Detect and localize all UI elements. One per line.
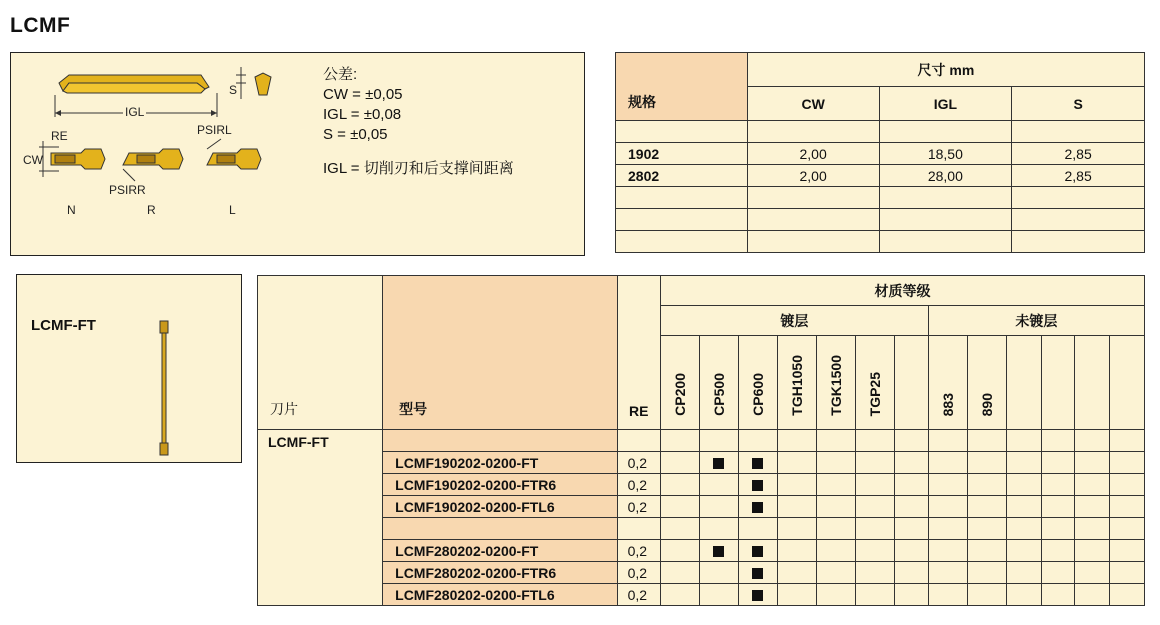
label-re: RE bbox=[51, 129, 68, 143]
size-cell bbox=[616, 231, 748, 253]
label-n: N bbox=[67, 203, 76, 217]
grade-availability-cell bbox=[699, 496, 738, 518]
s-cell bbox=[1012, 231, 1145, 253]
grade-availability-cell bbox=[928, 562, 967, 584]
grade-availability-cell bbox=[928, 496, 967, 518]
grade-availability-cell bbox=[660, 540, 699, 562]
grade-availability-cell bbox=[660, 430, 699, 452]
dimension-row bbox=[616, 187, 1145, 209]
grade-availability-cell bbox=[1041, 540, 1075, 562]
igl-cell bbox=[879, 231, 1012, 253]
grade-availability-cell bbox=[1041, 496, 1075, 518]
s-cell bbox=[1012, 121, 1145, 143]
grade-availability-cell bbox=[967, 430, 1006, 452]
grade-availability-cell bbox=[1006, 584, 1041, 606]
grade-availability-cell bbox=[699, 474, 738, 496]
grade-availability-cell bbox=[816, 496, 855, 518]
label-r: R bbox=[147, 203, 156, 217]
grade-availability-cell bbox=[894, 540, 928, 562]
grade-name: 883 bbox=[939, 392, 956, 416]
grade-availability-cell bbox=[1075, 430, 1110, 452]
label-s: S bbox=[229, 83, 238, 97]
dimension-row bbox=[616, 121, 1145, 143]
table-row bbox=[258, 562, 1145, 584]
available-square-icon bbox=[752, 568, 763, 579]
model-cell: LCMF190202-0200-FT bbox=[383, 452, 617, 474]
grade-availability-cell bbox=[928, 474, 967, 496]
grade-availability-cell bbox=[1075, 518, 1110, 540]
grade-column-header bbox=[660, 336, 699, 430]
grade-availability-cell bbox=[1006, 474, 1041, 496]
s-cell: 2,85 bbox=[1012, 165, 1145, 187]
grade-column-header bbox=[894, 336, 928, 430]
igl-cell: 18,50 bbox=[879, 143, 1012, 165]
grade-availability-cell bbox=[816, 430, 855, 452]
available-square-icon bbox=[752, 458, 763, 469]
grade-availability-cell bbox=[967, 540, 1006, 562]
label-psirl: PSIRL bbox=[197, 123, 232, 137]
grade-availability-cell bbox=[816, 584, 855, 606]
insert-panel-label: LCMF-FT bbox=[31, 317, 96, 334]
grade-availability-cell bbox=[894, 584, 928, 606]
grade-availability-cell bbox=[967, 584, 1006, 606]
grade-availability-cell bbox=[1075, 562, 1110, 584]
model-cell: LCMF280202-0200-FT bbox=[383, 540, 617, 562]
grade-availability-cell bbox=[967, 518, 1006, 540]
grade-availability-cell bbox=[1075, 452, 1110, 474]
grade-column-header bbox=[699, 336, 738, 430]
grade-availability-cell bbox=[1075, 584, 1110, 606]
grade-availability-cell bbox=[894, 430, 928, 452]
model-col-label: 型号 bbox=[399, 401, 428, 417]
grade-availability-cell bbox=[1006, 518, 1041, 540]
insert-r-icon bbox=[123, 149, 183, 181]
grade-availability-cell bbox=[1041, 562, 1075, 584]
grade-availability-cell bbox=[1110, 562, 1145, 584]
grade-availability-cell bbox=[967, 452, 1006, 474]
grade-availability-cell bbox=[1075, 540, 1110, 562]
igl-cell bbox=[879, 209, 1012, 231]
available-square-icon bbox=[752, 480, 763, 491]
grade-name: CP600 bbox=[749, 373, 766, 416]
grade-availability-cell bbox=[699, 452, 738, 474]
grade-availability-cell bbox=[894, 474, 928, 496]
grade-availability-cell bbox=[894, 518, 928, 540]
tolerance-cw: CW = ±0,05 bbox=[323, 86, 403, 103]
grade-availability-cell bbox=[1006, 496, 1041, 518]
grade-availability-cell bbox=[777, 518, 816, 540]
grade-availability-cell bbox=[1041, 474, 1075, 496]
grade-name: 890 bbox=[978, 392, 995, 416]
table-row bbox=[258, 452, 1145, 474]
insert-col-label: 刀片 bbox=[270, 401, 298, 417]
grade-column-header bbox=[855, 336, 894, 430]
re-cell: 0,2 bbox=[617, 562, 660, 584]
grade-availability-cell bbox=[1110, 474, 1145, 496]
grade-availability-cell bbox=[928, 584, 967, 606]
grade-availability-cell bbox=[660, 518, 699, 540]
label-psirr: PSIRR bbox=[109, 183, 146, 197]
grade-column-header bbox=[816, 336, 855, 430]
grade-availability-cell bbox=[699, 562, 738, 584]
tolerance-igl: IGL = ±0,08 bbox=[323, 106, 402, 123]
grade-availability-cell bbox=[928, 452, 967, 474]
grade-availability-cell bbox=[1006, 452, 1041, 474]
col-s: S bbox=[1012, 87, 1145, 121]
table-row bbox=[258, 540, 1145, 562]
model-cell: LCMF190202-0200-FTL6 bbox=[383, 496, 617, 518]
cw-cell: 2,00 bbox=[747, 143, 879, 165]
grade-availability-cell bbox=[1110, 584, 1145, 606]
label-igl: IGL bbox=[125, 105, 145, 119]
grade-availability-cell bbox=[855, 540, 894, 562]
dimension-row bbox=[616, 209, 1145, 231]
grade-name: CP200 bbox=[671, 373, 688, 416]
tolerance-block bbox=[323, 65, 514, 179]
grade-availability-cell bbox=[777, 474, 816, 496]
grade-availability-cell bbox=[1110, 430, 1145, 452]
grade-availability-cell bbox=[1041, 452, 1075, 474]
re-cell bbox=[617, 430, 660, 452]
grade-availability-cell bbox=[816, 452, 855, 474]
size-cell bbox=[616, 121, 748, 143]
grade-availability-cell bbox=[816, 540, 855, 562]
grade-availability-cell bbox=[855, 474, 894, 496]
size-cell bbox=[616, 209, 748, 231]
grade-availability-cell bbox=[738, 584, 777, 606]
model-cell: LCMF280202-0200-FTL6 bbox=[383, 584, 617, 606]
grade-name: TGH1050 bbox=[788, 355, 805, 416]
grade-availability-cell bbox=[855, 452, 894, 474]
grade-availability-cell bbox=[660, 584, 699, 606]
igl-cell bbox=[879, 121, 1012, 143]
grade-availability-cell bbox=[660, 452, 699, 474]
size-cell: 1902 bbox=[616, 143, 748, 165]
dimension-row bbox=[616, 143, 1145, 165]
size-label: 规格 bbox=[628, 94, 656, 110]
grade-availability-cell bbox=[1041, 518, 1075, 540]
grade-availability-cell bbox=[894, 562, 928, 584]
grade-availability-cell bbox=[738, 430, 777, 452]
grade-availability-cell bbox=[660, 474, 699, 496]
grade-availability-cell bbox=[777, 430, 816, 452]
col-cw: CW bbox=[747, 87, 879, 121]
igl-cell bbox=[879, 187, 1012, 209]
model-cell: LCMF280202-0200-FTR6 bbox=[383, 562, 617, 584]
tolerance-heading: 公差: bbox=[323, 66, 358, 83]
igl-note: IGL = 切削刃和后支撑间距离 bbox=[323, 160, 514, 177]
size-cell: 2802 bbox=[616, 165, 748, 187]
tolerance-s: S = ±0,05 bbox=[323, 126, 388, 143]
grade-availability-cell bbox=[1075, 474, 1110, 496]
available-square-icon bbox=[713, 546, 724, 557]
grade-name: CP500 bbox=[710, 373, 727, 416]
model-cell bbox=[383, 518, 617, 540]
grade-availability-cell bbox=[1006, 430, 1041, 452]
grade-availability-cell bbox=[777, 584, 816, 606]
available-square-icon bbox=[713, 458, 724, 469]
s-cell bbox=[1012, 187, 1145, 209]
cw-cell bbox=[747, 231, 879, 253]
grade-availability-cell bbox=[777, 496, 816, 518]
grade-availability-cell bbox=[1006, 540, 1041, 562]
re-cell: 0,2 bbox=[617, 452, 660, 474]
insert-picture-panel bbox=[16, 274, 242, 463]
grade-availability-cell bbox=[967, 474, 1006, 496]
table-row bbox=[258, 518, 1145, 540]
grade-column-header bbox=[1041, 336, 1075, 430]
insert-side-icon bbox=[155, 319, 175, 459]
re-cell: 0,2 bbox=[617, 496, 660, 518]
cw-cell bbox=[747, 187, 879, 209]
grade-availability-cell bbox=[738, 540, 777, 562]
table-row bbox=[258, 430, 1145, 452]
diagram-panel bbox=[10, 52, 585, 256]
size-cell bbox=[616, 187, 748, 209]
grade-header: 材质等级 bbox=[660, 276, 1144, 306]
grade-availability-cell bbox=[1110, 452, 1145, 474]
grade-availability-cell bbox=[738, 474, 777, 496]
grade-availability-cell bbox=[777, 452, 816, 474]
grade-availability-cell bbox=[816, 562, 855, 584]
igl-cell: 28,00 bbox=[879, 165, 1012, 187]
grade-availability-cell bbox=[660, 496, 699, 518]
grade-availability-cell bbox=[928, 430, 967, 452]
cw-cell bbox=[747, 121, 879, 143]
dimension-row bbox=[616, 165, 1145, 187]
s-cell bbox=[1012, 209, 1145, 231]
col-igl: IGL bbox=[879, 87, 1012, 121]
model-cell bbox=[383, 430, 617, 452]
insert-n-icon bbox=[39, 141, 105, 177]
model-cell: LCMF190202-0200-FTR6 bbox=[383, 474, 617, 496]
re-cell: 0,2 bbox=[617, 584, 660, 606]
grade-column-header bbox=[1110, 336, 1145, 430]
grade-availability-cell bbox=[855, 584, 894, 606]
available-square-icon bbox=[752, 546, 763, 557]
grade-availability-cell bbox=[855, 496, 894, 518]
grade-column-header bbox=[777, 336, 816, 430]
grade-column-header bbox=[1075, 336, 1110, 430]
grade-availability-cell bbox=[816, 518, 855, 540]
grade-availability-cell bbox=[699, 584, 738, 606]
grade-availability-cell bbox=[699, 430, 738, 452]
grade-availability-cell bbox=[1110, 496, 1145, 518]
grade-availability-cell bbox=[1041, 430, 1075, 452]
grade-availability-cell bbox=[967, 562, 1006, 584]
grade-availability-cell bbox=[967, 496, 1006, 518]
grade-availability-cell bbox=[816, 474, 855, 496]
grade-availability-cell bbox=[777, 562, 816, 584]
grade-availability-cell bbox=[855, 518, 894, 540]
grade-availability-cell bbox=[660, 562, 699, 584]
re-cell: 0,2 bbox=[617, 474, 660, 496]
grade-name: TGK1500 bbox=[827, 355, 844, 416]
grade-table bbox=[257, 275, 1145, 606]
s-cell: 2,85 bbox=[1012, 143, 1145, 165]
grade-availability-cell bbox=[894, 496, 928, 518]
grade-availability-cell bbox=[855, 562, 894, 584]
label-cw: CW bbox=[23, 153, 43, 167]
insert-group-label: LCMF-FT bbox=[258, 430, 383, 606]
available-square-icon bbox=[752, 590, 763, 601]
grade-availability-cell bbox=[1075, 496, 1110, 518]
grade-availability-cell bbox=[1041, 584, 1075, 606]
grade-availability-cell bbox=[1110, 540, 1145, 562]
grade-availability-cell bbox=[738, 518, 777, 540]
dimension-table bbox=[615, 52, 1145, 253]
page-title: LCMF bbox=[10, 14, 71, 37]
re-cell bbox=[617, 518, 660, 540]
table-row bbox=[258, 584, 1145, 606]
cw-cell: 2,00 bbox=[747, 165, 879, 187]
grade-availability-cell bbox=[894, 452, 928, 474]
uncoated-header: 未镀层 bbox=[928, 306, 1144, 336]
re-col-label: RE bbox=[629, 403, 649, 419]
grade-availability-cell bbox=[738, 496, 777, 518]
grade-column-header bbox=[967, 336, 1006, 430]
insert-l-icon bbox=[207, 139, 261, 169]
blade-body bbox=[63, 83, 205, 93]
dimension-header: 尺寸 mm bbox=[747, 53, 1144, 87]
grade-availability-cell bbox=[1006, 562, 1041, 584]
grade-availability-cell bbox=[738, 562, 777, 584]
grade-availability-cell bbox=[928, 518, 967, 540]
blade-end-view bbox=[255, 73, 271, 95]
insert-geometry-diagram bbox=[11, 53, 311, 253]
re-cell: 0,2 bbox=[617, 540, 660, 562]
table-row bbox=[258, 474, 1145, 496]
grade-availability-cell bbox=[1110, 518, 1145, 540]
grade-availability-cell bbox=[855, 430, 894, 452]
grade-availability-cell bbox=[928, 540, 967, 562]
grade-availability-cell bbox=[699, 540, 738, 562]
grade-name: TGP25 bbox=[866, 371, 883, 416]
available-square-icon bbox=[752, 502, 763, 513]
cw-cell bbox=[747, 209, 879, 231]
grade-availability-cell bbox=[699, 518, 738, 540]
table-row bbox=[258, 496, 1145, 518]
grade-column-header bbox=[738, 336, 777, 430]
grade-availability-cell bbox=[738, 452, 777, 474]
label-l: L bbox=[229, 203, 236, 217]
grade-availability-cell bbox=[777, 540, 816, 562]
grade-column-header bbox=[1006, 336, 1041, 430]
coated-header: 镀层 bbox=[660, 306, 928, 336]
dimension-row bbox=[616, 231, 1145, 253]
grade-column-header bbox=[928, 336, 967, 430]
